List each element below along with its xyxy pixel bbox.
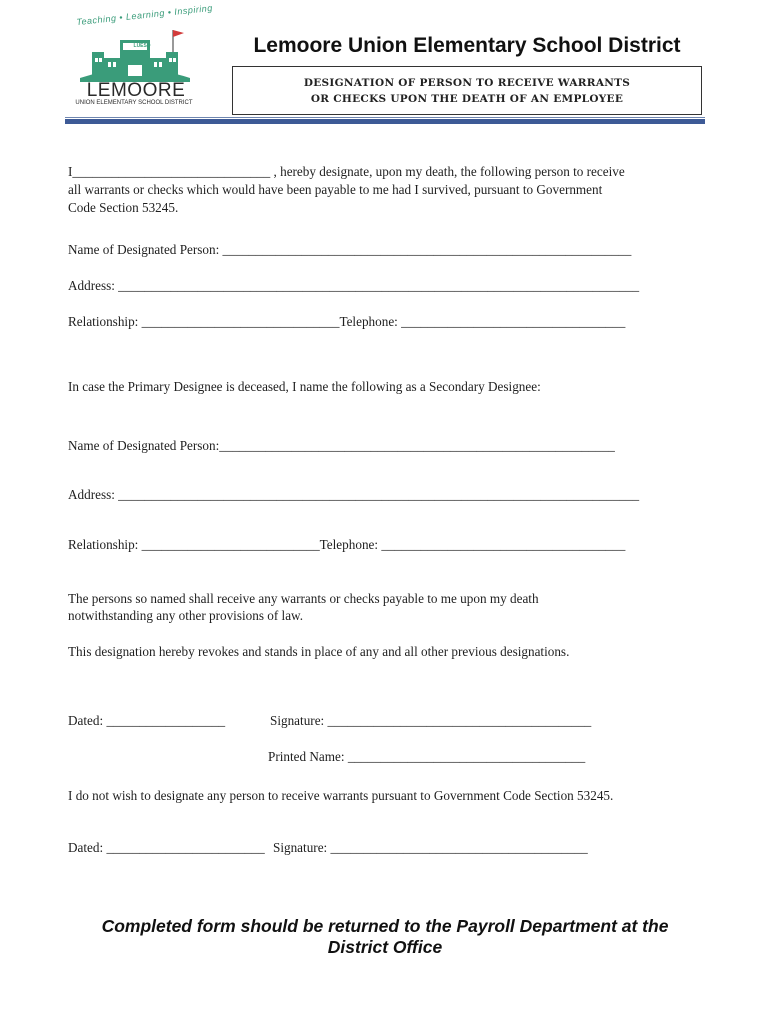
- primary-name-field[interactable]: Name of Designated Person: ______________________________________________________________: [68, 242, 632, 257]
- signature-field-2[interactable]: Signature: _______________________________________: [273, 840, 588, 855]
- header-rule-thick: [65, 119, 705, 124]
- district-title: Lemoore Union Elementary School District: [253, 34, 681, 57]
- secondary-intro: In case the Primary Designee is deceased, I name the following as a Secondary Designee:: [68, 379, 541, 394]
- intro-line-1: I______________________________ , hereby designate, upon my death, the following person to receive: [68, 164, 625, 179]
- secondary-address-field[interactable]: Address: _______________________________________________________________________________: [68, 487, 640, 502]
- secondary-name-field[interactable]: Name of Designated Person:____________________________________________________________: [68, 438, 615, 453]
- return-instructions: [70, 916, 700, 958]
- persons-statement-line-1: The persons so named shall receive any warrants or checks payable to me upon my death: [68, 591, 539, 606]
- dated-field-2[interactable]: Dated: ________________________: [68, 840, 265, 855]
- intro-line-2: all warrants or checks which would have been payable to me had I survived, pursuant to Government: [68, 182, 603, 197]
- secondary-relationship-field[interactable]: Relationship: ___________________________Telephone: _____________________________________: [68, 537, 626, 552]
- logo-wordmark: LEMOORE: [86, 80, 186, 101]
- dated-field-1[interactable]: Dated: __________________: [68, 713, 226, 728]
- form-title-line-1: DESIGNATION OF PERSON TO RECEIVE WARRANTS: [303, 76, 631, 89]
- primary-address-field[interactable]: Address: _______________________________________________________________________________: [68, 278, 640, 293]
- persons-statement-line-2: notwithstanding any other provisions of law.: [68, 608, 304, 623]
- printed-name-field[interactable]: Printed Name: ____________________________________: [268, 749, 586, 764]
- no-designation-statement: I do not wish to designate any person to receive warrants pursuant to Government Code Section 53245.: [68, 788, 614, 803]
- logo-year: LUESD: [133, 43, 151, 49]
- return-instructions-line-1: Completed form should be returned to the Payroll Department at the: [101, 916, 669, 936]
- logo-tagline: Teaching • Learning • Inspiring: [75, 2, 214, 28]
- intro-line-3: Code Section 53245.: [68, 200, 179, 215]
- primary-relationship-field[interactable]: Relationship: ______________________________Telephone: __________________________________: [68, 314, 626, 329]
- logo-subtitle: UNION ELEMENTARY SCHOOL DISTRICT: [75, 100, 193, 106]
- form-title-box: [232, 66, 702, 115]
- return-instructions-line-2: District Office: [327, 937, 443, 957]
- header-rule-thin: [65, 117, 705, 118]
- revokes-statement: This designation hereby revokes and stands in place of any and all other previous designations.: [68, 644, 570, 659]
- form-title-line-2: OR CHECKS UPON THE DEATH OF AN EMPLOYEE: [310, 92, 624, 105]
- signature-field-1[interactable]: Signature: ________________________________________: [270, 713, 592, 728]
